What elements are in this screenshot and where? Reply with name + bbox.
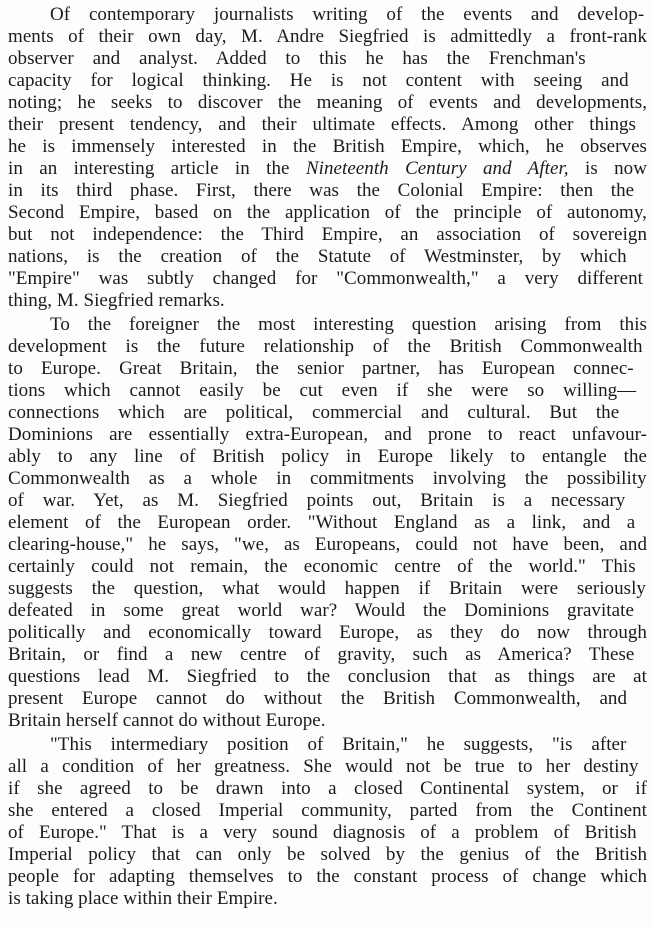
text-line: in its third phase. First, there was the Colonial Empire: then the [8, 180, 635, 201]
text-line: Britain, or find a new centre of gravity, such as America? These [8, 644, 635, 665]
text-line: certainly could not remain, the economic centre of the world." This [8, 556, 636, 577]
text-line: clearing-house," he says, "we, as Europeans, could not have been, and [8, 534, 647, 555]
text-line: defeated in some great world war? Would the Dominions gravitate [8, 600, 634, 621]
text-line: Second Empire, based on the application of the principle of autonomy, [8, 202, 647, 223]
text-line: capacity for logical thinking. He is not content with seeing and [8, 70, 629, 91]
text-line: politically and economically toward Europe, as they do now through [8, 622, 647, 643]
text-line: is taking place within their Empire. [8, 888, 278, 909]
text-line: ably to any line of British policy in Europe likely to entangle the [8, 446, 647, 467]
text-line: element of the European order. "Without England as a link, and a [8, 512, 636, 533]
text-line: Dominions are essentially extra-European, and prone to react unfavour- [8, 424, 647, 445]
text-line: ments of their own day, M. Andre Siegfried is admittedly a front-rank [8, 26, 647, 47]
text-line: "Empire" was subtly changed for "Commonwealth," a very different [8, 268, 643, 289]
text-line: to Europe. Great Britain, the senior partner, has European connec- [8, 358, 634, 379]
text-line: noting; he seeks to discover the meaning of events and developments, [8, 92, 647, 113]
text-line-with-title [8, 158, 647, 180]
text-line: tions which cannot easily be cut even if she were so willing— [8, 380, 637, 401]
text-line: nations, is the creation of the Statute of Westminster, by which [8, 246, 627, 267]
text-line: of war. Yet, as M. Siegfried points out, Britain is a necessary [8, 490, 626, 511]
text-line: but not independence: the Third Empire, an association of sovereign [8, 224, 647, 245]
text-line: observer and analyst. Added to this he has the Frenchman's [8, 48, 586, 69]
text-line: development is the future relationship of the British Commonwealth [8, 336, 643, 357]
text-line: all a condition of her greatness. She would not be true to her destiny [8, 756, 639, 777]
text-line: if she agreed to be drawn into a closed Continental system, or if [8, 778, 647, 799]
text-line: Of contemporary journalists writing of the events and develop- [50, 4, 645, 25]
text-line: questions lead M. Siegfried to the conclusion that as things are at [8, 666, 647, 687]
publication-title: Nineteenth Century and After, [305, 158, 569, 179]
text-line: Britain herself cannot do without Europe. [8, 710, 326, 731]
text-line: "This intermediary position of Britain," he suggests, "is after [50, 734, 627, 755]
text-line: their present tendency, and their ultimate effects. Among other things [8, 114, 637, 135]
text-line-head: in an interesting article in the [8, 158, 306, 179]
text-line: he is immensely interested in the British Empire, which, he observes [8, 136, 647, 157]
text-line: of Europe." That is a very sound diagnosis of a problem of British [8, 822, 637, 843]
text-line: present Europe cannot do without the British Commonwealth, and [8, 688, 628, 709]
text-line: Commonwealth as a whole in commitments involving the possibility [8, 468, 647, 489]
text-line: thing, M. Siegfried remarks. [8, 290, 225, 311]
text-line-tail: is now [568, 158, 647, 179]
text-line: connections which are political, commercial and cultural. But the [8, 402, 620, 423]
text-line: she entered a closed Imperial community, parted from the Continent [8, 800, 647, 821]
text-line: To the foreigner the most interesting question arising from this [50, 314, 647, 335]
text-line: people for adapting themselves to the constant process of change which [8, 866, 647, 887]
text-line: Imperial policy that can only be solved by the genius of the British [8, 844, 647, 865]
text-line: suggests the question, what would happen if Britain were seriously [8, 578, 646, 599]
